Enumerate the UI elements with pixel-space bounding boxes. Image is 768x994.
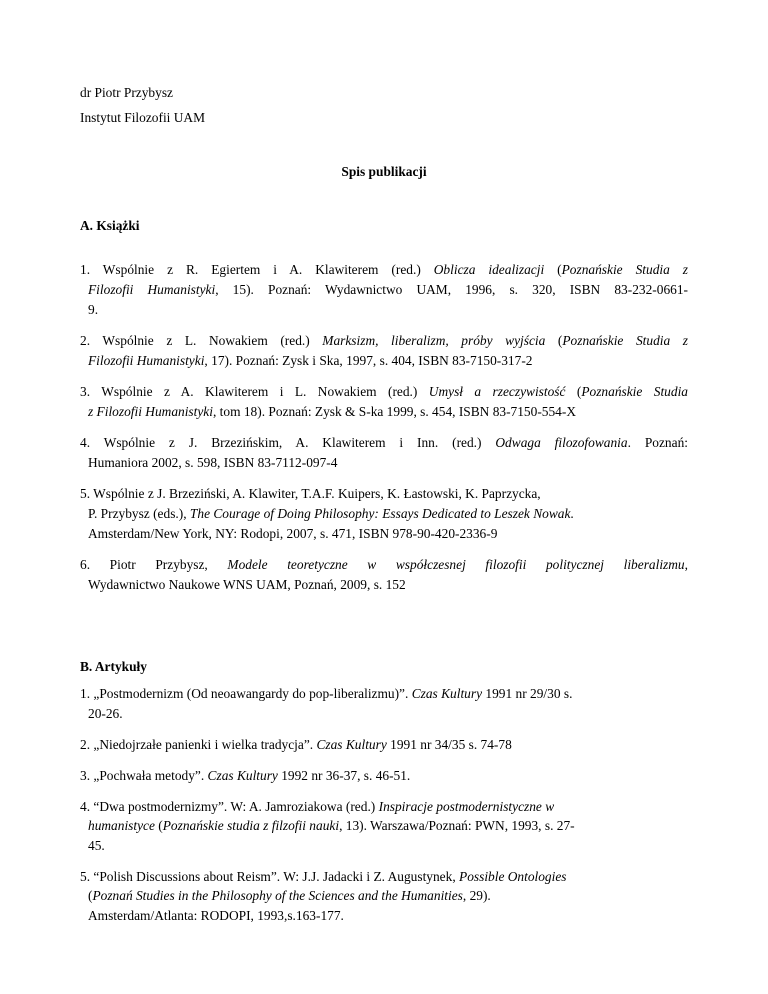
entry-text: 1. „Postmodernizm (Od neoawangardy do pop-liberalizmu)”. bbox=[80, 686, 412, 701]
entry-line bbox=[80, 836, 688, 856]
entry-line bbox=[80, 280, 688, 300]
entry-line bbox=[80, 524, 688, 544]
section_b-entry bbox=[80, 867, 688, 926]
entry-text: . bbox=[570, 506, 574, 521]
entry-line bbox=[80, 797, 688, 817]
entry-italic-text: Umysł a rzeczywistość bbox=[428, 384, 566, 399]
entry-text: , tom 18). Poznań: Zysk & S-ka 1999, s. 454, ISBN 83-7150-554-X bbox=[212, 404, 577, 419]
entry-line bbox=[80, 300, 688, 320]
entry-text: ( bbox=[154, 818, 163, 833]
entry-text: , 15). Poznań: Wydawnictwo UAM, 1996, s. 320, ISBN 83-232-0661- bbox=[215, 282, 688, 297]
entry-text: Amsterdam/New York, NY: Rodopi, 2007, s. 471, ISBN 978-90-420-2336-9 bbox=[88, 526, 498, 541]
section_a-entry bbox=[80, 382, 688, 422]
entry-line bbox=[80, 555, 688, 575]
entry-line bbox=[80, 402, 688, 422]
section_a-entry bbox=[80, 484, 688, 544]
entry-italic-text: humanistyce bbox=[88, 818, 155, 833]
entry-text: , 17). Poznań: Zysk i Ska, 1997, s. 404, ISBN 83-7150-317-2 bbox=[204, 353, 533, 368]
entry-text: 3. Wspólnie z A. Klawiterem i L. Nowakiem (red.) bbox=[80, 384, 429, 399]
entry-italic-text: Filozofii Humanistyki bbox=[88, 282, 216, 297]
entry-line bbox=[80, 504, 688, 524]
entry-italic-text: Modele teoretyczne w współczesnej filozofii politycznej liberalizmu bbox=[227, 557, 685, 572]
entry-text: 4. “Dwa postmodernizmy”. W: A. Jamroziakowa (red.) bbox=[80, 798, 379, 814]
entry-italic-text: Poznańskie Studia z bbox=[561, 262, 688, 277]
entry-text: ( bbox=[545, 333, 563, 348]
entry-line bbox=[80, 260, 688, 280]
entry-italic-text: Poznańskie studia z filzofii nauki bbox=[162, 818, 340, 833]
entry-italic-text: Poznań Studies in the Philosophy of the Sciences and the Humanities bbox=[92, 888, 463, 903]
entry-line bbox=[80, 766, 688, 786]
entry-text: 2. Wspólnie z L. Nowakiem (red.) bbox=[80, 333, 323, 348]
entry-line bbox=[80, 886, 688, 906]
entry-line bbox=[80, 704, 688, 724]
entry-line bbox=[80, 484, 688, 504]
entry-line bbox=[80, 816, 688, 836]
entry-text: 6. Piotr Przybysz, bbox=[80, 557, 228, 572]
section_b-entry bbox=[80, 766, 688, 786]
entry-text: 3. „Pochwała metody”. bbox=[80, 767, 208, 783]
entry-text: 1992 nr 36-37, s. 46-51. bbox=[277, 767, 411, 783]
entry-text: 2. „Niedojrzałe panienki i wielka tradycja”. bbox=[80, 736, 317, 752]
entry-text: 5. “Polish Discussions about Reism”. W: J.J. Jadacki i Z. Augustynek, bbox=[80, 868, 460, 884]
section_a-entry bbox=[80, 555, 688, 595]
entry-line bbox=[80, 433, 688, 453]
document-title: Spis publikacji bbox=[341, 164, 427, 179]
entry-text: . Poznań: bbox=[627, 435, 688, 450]
entry-text: ( bbox=[544, 262, 562, 277]
entry-text: 4. Wspólnie z J. Brzezińskim, A. Klawiterem i Inn. (red.) bbox=[80, 435, 496, 450]
entry-line bbox=[80, 906, 688, 926]
entry-text: 45. bbox=[88, 837, 105, 853]
entry-text: , 29). bbox=[462, 888, 491, 903]
entry-text: P. Przybysz (eds.), bbox=[88, 506, 190, 521]
entry-italic-text: Czas Kultury bbox=[207, 767, 278, 783]
entry-italic-text: Possible Ontologies bbox=[459, 868, 567, 884]
entry-text: 1. Wspólnie z R. Egiertem i A. Klawiterem (red.) bbox=[80, 262, 434, 277]
entry-italic-text: Czas Kultury bbox=[411, 686, 483, 701]
entry-italic-text: Poznańskie Studia bbox=[581, 384, 688, 399]
section_b-entry bbox=[80, 797, 688, 856]
entry-line bbox=[80, 735, 688, 755]
entry-italic-text: z Filozofii Humanistyki bbox=[88, 404, 213, 419]
entry-line bbox=[80, 575, 688, 595]
entry-text: Humaniora 2002, s. 598, ISBN 83-7112-097-4 bbox=[88, 455, 338, 470]
entry-italic-text: Poznańskie Studia z bbox=[562, 333, 688, 348]
entry-italic-text: Inspiracje postmodernistyczne w bbox=[378, 798, 555, 814]
entry-text: Wydawnictwo Naukowe WNS UAM, Poznań, 2009, s. 152 bbox=[88, 577, 406, 592]
entry-italic-text: The Courage of Doing Philosophy: Essays Dedicated to Leszek Nowak bbox=[189, 506, 571, 521]
entry-text: 1991 nr 34/35 s. 74-78 bbox=[386, 736, 512, 752]
entry-italic-text: Filozofii Humanistyki bbox=[88, 353, 205, 368]
section_a-entry bbox=[80, 433, 688, 473]
entry-text: , 13). Warszawa/Poznań: PWN, 1993, s. 27- bbox=[339, 818, 575, 833]
entry-text: ( bbox=[88, 888, 93, 903]
entry-line bbox=[80, 351, 688, 371]
entry-text: 1991 nr 29/30 s. bbox=[482, 686, 573, 701]
entry-line bbox=[80, 867, 688, 887]
entry-line bbox=[80, 382, 688, 402]
section_b-entry bbox=[80, 684, 688, 723]
entry-italic-text: Marksizm, liberalizm, próby wyjścia bbox=[322, 333, 546, 348]
section_b-entry bbox=[80, 735, 688, 755]
entry-italic-text: Czas Kultury bbox=[316, 736, 387, 752]
entry-text: 5. Wspólnie z J. Brzeziński, A. Klawiter, T.A.F. Kuipers, K. Łastowski, K. Paprzycka, bbox=[80, 486, 541, 501]
entry-text: Amsterdam/Atlanta: RODOPI, 1993,s.163-177. bbox=[88, 907, 344, 923]
section-b-heading: B. Artykuły bbox=[80, 659, 147, 674]
section-a-heading: A. Książki bbox=[80, 218, 140, 233]
entry-italic-text: Odwaga filozofowania bbox=[495, 435, 628, 450]
author-name: dr Piotr Przybysz bbox=[80, 85, 173, 100]
entry-text: 20-26. bbox=[88, 705, 123, 721]
entry-italic-text: Oblicza idealizacji bbox=[433, 262, 545, 277]
section_a-entry bbox=[80, 331, 688, 371]
entry-text: 9. bbox=[88, 302, 99, 317]
entry-line bbox=[80, 331, 688, 351]
entry-text: ( bbox=[565, 384, 582, 399]
entry-line bbox=[80, 453, 688, 473]
section_a-entry bbox=[80, 260, 688, 320]
institute-name: Instytut Filozofii UAM bbox=[80, 110, 205, 125]
entry-line bbox=[80, 684, 688, 704]
entry-text: , bbox=[684, 557, 688, 572]
